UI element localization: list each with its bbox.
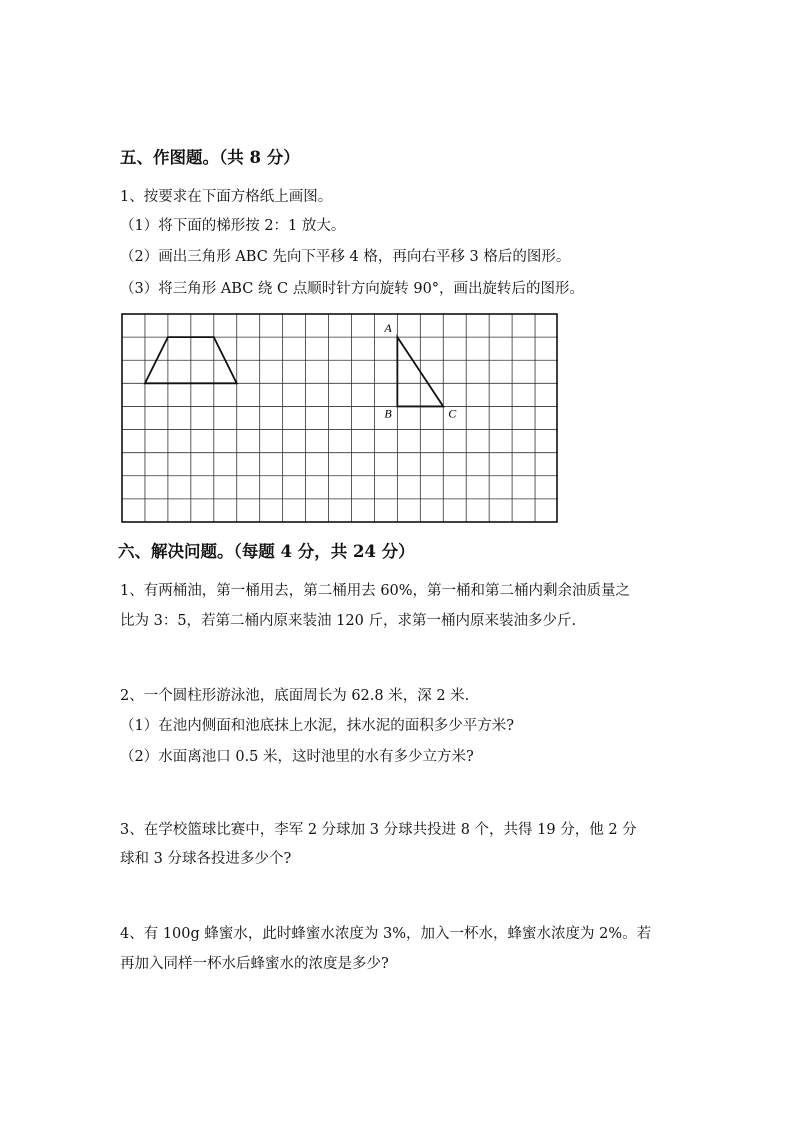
grid-paper-figure bbox=[121, 313, 559, 525]
s6-q2-part2: （2）水面离池口 0.5 米，这时池里的水有多少立方米? bbox=[120, 749, 474, 765]
s6-q3-line1: 3、在学校篮球比赛中，李军 2 分球加 3 分球共投进 8 个，共得 19 分，他 2 分 bbox=[120, 822, 637, 838]
s5-q1-stem: 1、按要求在下面方格纸上画图。 bbox=[120, 189, 333, 205]
label-a: A bbox=[384, 321, 392, 336]
s6-q2-stem: 2、一个圆柱形游泳池，底面周长为 62.8 米，深 2 米. bbox=[120, 688, 470, 704]
section5-heading: 五、作图题。（共 8 分） bbox=[120, 148, 300, 167]
grid-lines bbox=[122, 314, 558, 522]
label-c: C bbox=[448, 406, 457, 421]
s5-q1-part2: （2）画出三角形 ABC 先向下平移 4 格，再向右平移 3 格后的图形。 bbox=[120, 249, 571, 265]
section6-heading: 六、解决问题。（每题 4 分，共 24 分） bbox=[118, 542, 415, 561]
s6-q1-line2: 比为 3：5，若第二桶内原来装油 120 斤，求第一桶内原来装油多少斤. bbox=[120, 613, 577, 629]
s6-q3-line2: 球和 3 分球各投进多少个? bbox=[120, 851, 292, 867]
grid-border bbox=[122, 314, 557, 522]
s6-q1-line1: 1、有两桶油，第一桶用去，第二桶用去 60%，第一桶和第二桶内剩余油质量之 bbox=[120, 583, 631, 599]
s6-q4-line2: 再加入同样一杯水后蜂蜜水的浓度是多少? bbox=[120, 956, 389, 972]
s5-q1-part3: （3）将三角形 ABC 绕 C 点顺时针方向旋转 90°，画出旋转后的图形。 bbox=[120, 281, 585, 297]
label-b: B bbox=[384, 406, 392, 421]
s6-q2-part1: （1）在池内侧面和池底抹上水泥，抹水泥的面积多少平方米? bbox=[120, 718, 514, 734]
s6-q4-line1: 4、有 100g 蜂蜜水，此时蜂蜜水浓度为 3%，加入一杯水，蜂蜜水浓度为 2%。若 bbox=[120, 926, 652, 942]
s5-q1-part1: （1）将下面的梯形按 2：1 放大。 bbox=[120, 218, 346, 234]
